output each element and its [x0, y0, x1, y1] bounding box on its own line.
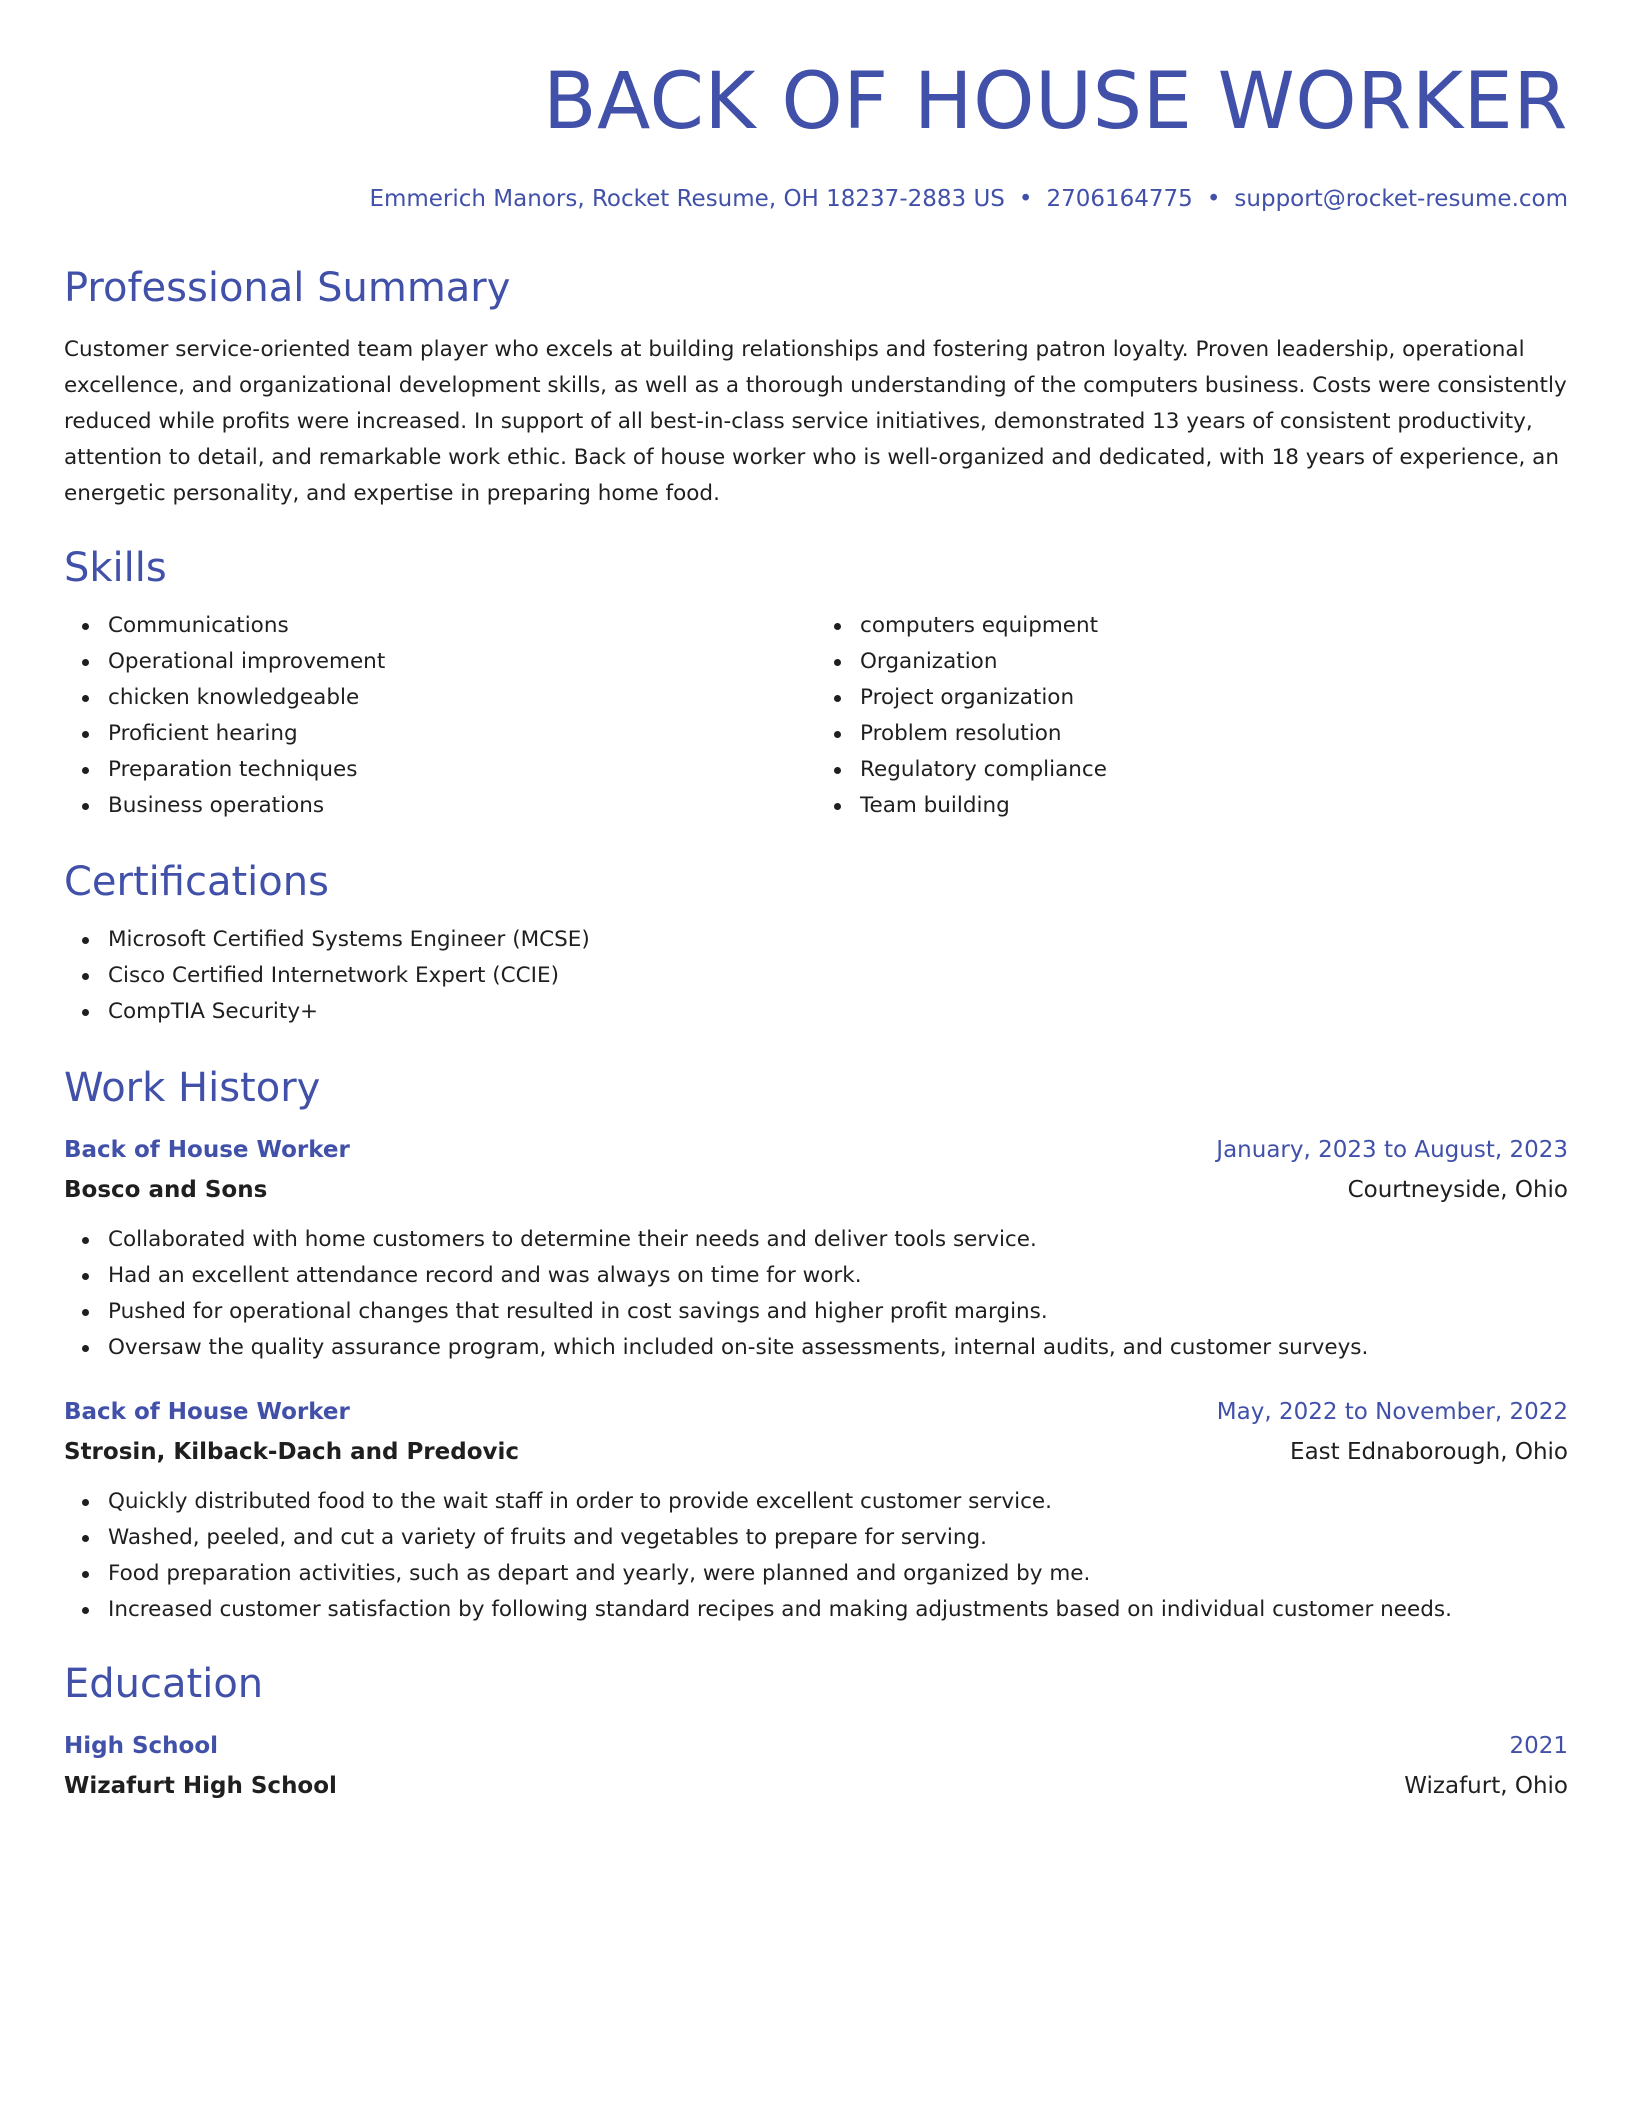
job-bullet: Increased customer satisfaction by following standard recipes and making adjustments based on individual customer needs.: [108, 1592, 1568, 1628]
contact-phone: 2706164775: [1046, 186, 1193, 212]
summary-section: [64, 260, 1568, 512]
skills-heading: Skills: [64, 545, 167, 591]
job-header: [64, 1130, 1568, 1170]
job-subheader: [64, 1170, 1568, 1210]
job-entry: [64, 1130, 1568, 1366]
job-dates: January, 2023 to August, 2023: [1216, 1137, 1568, 1163]
job-bullet: Food preparation activities, such as depart and yearly, were planned and organized by me.: [108, 1556, 1568, 1592]
job-bullet: Had an excellent attendance record and was always on time for work.: [108, 1258, 1568, 1294]
job-bullet: Washed, peeled, and cut a variety of fruits and vegetables to prepare for serving.: [108, 1520, 1568, 1556]
job-title: Back of House Worker: [64, 1399, 350, 1425]
summary-text: Customer service-oriented team player who excels at building relationships and fostering patron loyalty. Proven leadership, operational excellence, and organizational development skills, as well as a thorough understanding of the computers business. Costs were consistently reduced while profits were increased. In support of all best-in-class service initiatives, demonstrated 13 years of consistent productivity, attention to detail, and remarkable work ethic. Back of house worker who is well-organized and dedicated, with 18 years of experience, an energetic personality, and expertise in preparing home food.: [64, 337, 1567, 506]
skill-item: Communications: [108, 608, 816, 644]
skill-item: Proficient hearing: [108, 716, 816, 752]
education-degree: High School: [64, 1733, 219, 1759]
skills-column-right: [816, 608, 1568, 824]
education-year: 2021: [1509, 1733, 1568, 1759]
skill-item: chicken knowledgeable: [108, 680, 816, 716]
certifications-heading: Certifications: [64, 859, 329, 905]
skills-column-left: [64, 608, 816, 824]
certification-item: Microsoft Certified Systems Engineer (MCSE): [108, 922, 1568, 958]
resume-title: BACK OF HOUSE WORKER: [542, 57, 1568, 147]
job-company: Bosco and Sons: [64, 1177, 268, 1203]
job-header: [64, 1392, 1568, 1432]
skills-section: [64, 540, 1568, 824]
skill-item: Organization: [860, 644, 1568, 680]
skills-list-right: [816, 608, 1568, 824]
certification-item: Cisco Certified Internetwork Expert (CCIE): [108, 958, 1568, 994]
job-bullet: Collaborated with home customers to determine their needs and deliver tools service.: [108, 1222, 1568, 1258]
certification-item: CompTIA Security+: [108, 994, 1568, 1030]
education-header: [64, 1726, 1568, 1766]
job-bullet: Oversaw the quality assurance program, which included on-site assessments, internal audits, and customer surveys.: [108, 1330, 1568, 1366]
job-subheader: [64, 1432, 1568, 1472]
job-entry: [64, 1392, 1568, 1628]
job-bullets: [64, 1222, 1568, 1366]
contact-email: support@rocket-resume.com: [1234, 186, 1568, 212]
skill-item: Regulatory compliance: [860, 752, 1568, 788]
skill-item: Operational improvement: [108, 644, 816, 680]
skill-item: Problem resolution: [860, 716, 1568, 752]
job-title: Back of House Worker: [64, 1137, 350, 1163]
summary-heading: Professional Summary: [64, 265, 511, 311]
job-bullet: Quickly distributed food to the wait staff in order to provide excellent customer service.: [108, 1484, 1568, 1520]
job-location: East Ednaborough, Ohio: [1290, 1439, 1568, 1465]
job-location: Courtneyside, Ohio: [1347, 1177, 1568, 1203]
skill-item: Preparation techniques: [108, 752, 816, 788]
job-dates: May, 2022 to November, 2022: [1216, 1399, 1568, 1425]
contact-separator: •: [1018, 186, 1033, 212]
certifications-section: [64, 854, 1568, 1030]
work-history-heading: Work History: [64, 1065, 321, 1111]
skills-grid: [64, 608, 1568, 824]
skill-item: Project organization: [860, 680, 1568, 716]
contact-separator: •: [1206, 186, 1221, 212]
contact-line: [64, 182, 1568, 216]
skill-item: Business operations: [108, 788, 816, 824]
job-bullets: [64, 1484, 1568, 1628]
work-history-section: [64, 1060, 1568, 1628]
education-location: Wizafurt, Ohio: [1404, 1773, 1568, 1799]
skill-item: Team building: [860, 788, 1568, 824]
education-section: [64, 1656, 1568, 1806]
contact-address: Emmerich Manors, Rocket Resume, OH 18237-2883 US: [369, 186, 1005, 212]
job-company: Strosin, Kilback-Dach and Predovic: [64, 1439, 520, 1465]
education-subheader: [64, 1766, 1568, 1806]
skill-item: computers equipment: [860, 608, 1568, 644]
skills-list-left: [64, 608, 816, 824]
education-heading: Education: [64, 1661, 264, 1707]
education-school: Wizafurt High School: [64, 1773, 337, 1799]
certifications-list: [64, 922, 1568, 1030]
job-bullet: Pushed for operational changes that resulted in cost savings and higher profit margins.: [108, 1294, 1568, 1330]
education-entry: [64, 1726, 1568, 1806]
